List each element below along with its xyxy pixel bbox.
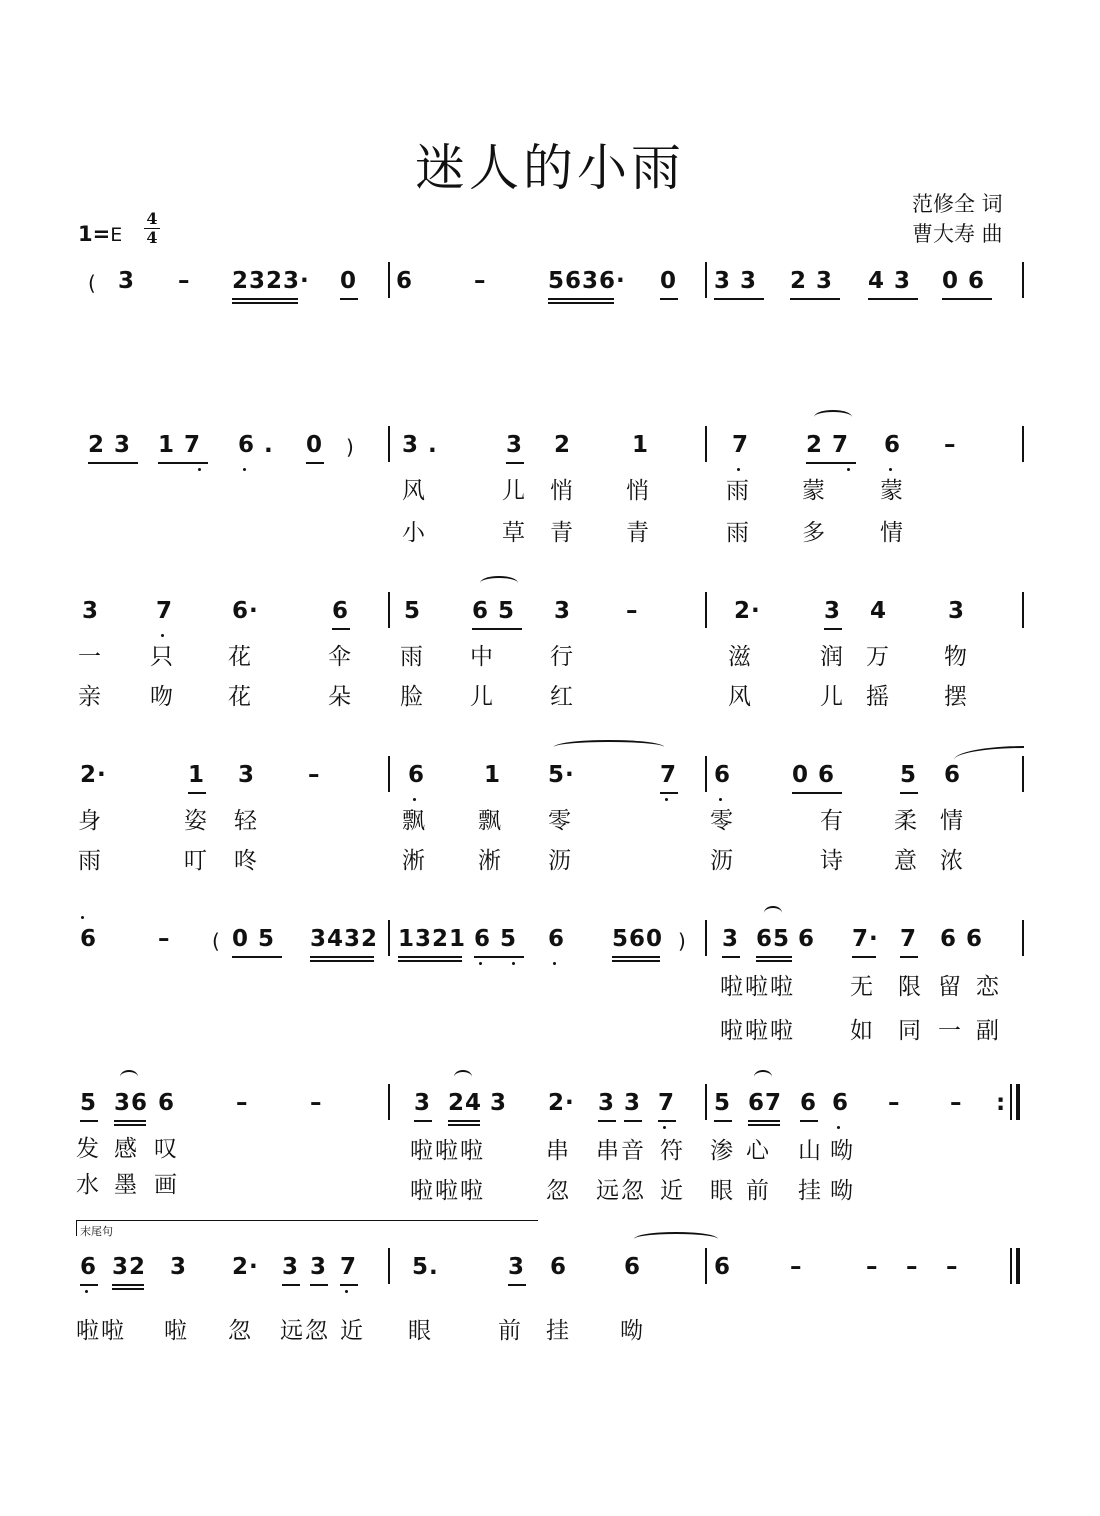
lyric: 浓 [940,848,965,874]
bar-line [705,262,707,298]
note: 2 3 [790,268,834,294]
lyric: 姿 [184,808,209,834]
lyric: 悄 [626,478,651,504]
lyric: 儿 [820,684,845,710]
note: 3 [310,1254,328,1280]
lyric: 飘 [478,808,503,834]
lyric: 儿 [470,684,495,710]
lyric: 叮 [184,848,209,874]
note: 7· [852,926,879,952]
lyric: 符 [660,1138,685,1164]
lyric: 朵 [328,684,353,710]
note: 5· [548,762,575,788]
lyric: 如 [850,1018,875,1044]
slur [120,1070,138,1084]
note: 2· [548,1090,575,1116]
note: 6 [332,598,350,624]
lyric: 草 [502,520,527,546]
note: 0 6 [942,268,986,294]
note: 560 [612,926,664,952]
lyric: 感 [114,1136,139,1162]
lyric: 近 [340,1318,365,1344]
note: – [626,598,639,624]
note: 6· [232,598,259,624]
lyric: 远忽 [596,1178,646,1204]
lyric: 儿 [502,478,527,504]
note: 2 [554,432,572,458]
note: 0 [340,268,358,294]
note: 3 . [402,432,438,458]
lyric: 近 [660,1178,685,1204]
note: 6 [832,1090,850,1116]
ending-bracket [76,1220,538,1221]
note: 7 [658,1090,676,1116]
bar-line [705,592,707,628]
lyric: 滋 [728,644,753,670]
note: 32 [112,1254,147,1280]
note: 3 [824,598,842,624]
lyric: 摆 [944,684,969,710]
note: 6 [396,268,414,294]
note: 7 [732,432,750,458]
bar-line-thick [1016,1084,1020,1120]
note: 6 [884,432,902,458]
note: 1 7 [158,432,202,458]
note: – [308,762,321,788]
time-signature [144,210,160,247]
note: 2· [80,762,107,788]
note: 6 [408,762,426,788]
lyric: 万 [866,644,891,670]
lyric: 花 [228,644,253,670]
lyric: 呦 [830,1178,855,1204]
lyric: 咚 [234,848,259,874]
lyric: 画 [154,1172,179,1198]
note: 3 [554,598,572,624]
bar-line [1022,426,1024,462]
repeat-dots: : [996,1090,1007,1116]
lyric: 啦啦啦 [720,974,795,1000]
note: – [946,1254,959,1280]
bar-line [388,1084,390,1120]
note: 7 [156,598,174,624]
lyric: 行 [550,644,575,670]
note: 7 [900,926,918,952]
note: 6 [714,762,732,788]
note: 2· [232,1254,259,1280]
note: 1 [632,432,650,458]
note: 3 [598,1090,616,1116]
slur [754,1070,772,1084]
lyric: 墨 [114,1172,139,1198]
slur [554,740,664,754]
lyric: 只 [150,644,175,670]
note: 3 [490,1090,508,1116]
lyric: 啦啦啦 [410,1138,485,1164]
lyric: 眼 [710,1178,735,1204]
lyric: 柔 [894,808,919,834]
key-note: E [110,224,123,246]
note: 6 [80,1254,98,1280]
note: – [866,1254,879,1280]
lyric: 悄 [550,478,575,504]
lyric: 眼 [408,1318,433,1344]
lyric: 副 [976,1018,1001,1044]
note: 3 [118,268,136,294]
note: ( [212,929,221,953]
slur [634,1232,718,1246]
note: 2· [734,598,761,624]
lyric: 零 [710,808,735,834]
note: 4 3 [868,268,912,294]
lyric: 前 [746,1178,771,1204]
note: 3 [282,1254,300,1280]
lyric: 一 [938,1018,963,1044]
bar-line [705,756,707,792]
lyric: 同 [898,1018,923,1044]
note: 1 [188,762,206,788]
bar-line [388,1248,390,1284]
lyric: 雨 [726,520,751,546]
note: – [178,268,191,294]
note: 3 [170,1254,188,1280]
bar-line [1010,1248,1012,1284]
note: 6 [624,1254,642,1280]
note: 0 [306,432,324,458]
note: 5 [80,1090,98,1116]
note: – [236,1090,249,1116]
lyric: 渗 [710,1138,735,1164]
lyric: 零 [548,808,573,834]
note: 3 [948,598,966,624]
lyric: 一 [78,644,103,670]
lyric: 润 [820,644,845,670]
note: 0 5 [232,926,276,952]
lyric: 啦 [164,1318,189,1344]
note: 3 [238,762,256,788]
note: – [888,1090,901,1116]
lyric: 淅 [478,848,503,874]
note: 3 [414,1090,432,1116]
lyric: 红 [550,684,575,710]
note: ) [346,435,355,459]
note: 0 [660,268,678,294]
bar-line [705,920,707,956]
final-bar-line [1016,1248,1020,1284]
lyric: 蒙 [802,478,827,504]
lyric: 串音 [596,1138,646,1164]
note: 6 5 [472,598,516,624]
slur [764,906,782,920]
lyric: 沥 [710,848,735,874]
note: – [310,1090,323,1116]
song-title: 迷人的小雨 [415,139,685,197]
bar-line [388,756,390,792]
lyric: 风 [728,684,753,710]
note: 6 [798,926,816,952]
key-signature [78,222,122,246]
bar-line [388,426,390,462]
lyric: 青 [550,520,575,546]
lyric: 无 [850,974,875,1000]
lyric: 雨 [78,848,103,874]
lyric: 青 [626,520,651,546]
note: 4 [870,598,888,624]
lyric: 亲 [78,684,103,710]
note: 7 [660,762,678,788]
note: ) [678,929,687,953]
note: 3 [508,1254,526,1280]
lyric: 啦啦 [76,1318,126,1344]
note: 2 3 [88,432,132,458]
note: – [944,432,957,458]
note: 5 [714,1090,732,1116]
lyric: 远忽 [280,1318,330,1344]
note: – [158,926,171,952]
note: 67 [748,1090,783,1116]
ending-label: 末尾句 [80,1225,113,1238]
note: – [474,268,487,294]
bar-line [1022,262,1024,298]
bar-line [388,920,390,956]
bar-line [1022,592,1024,628]
note: 2323· [232,268,310,294]
note: 6 [944,762,962,788]
lyric: 留 [938,974,963,1000]
composer-credit: 曹大寿 曲 [912,222,1003,246]
lyric: 有 [820,808,845,834]
lyric: 啦啦啦 [720,1018,795,1044]
lyric: 身 [78,808,103,834]
bar-line [388,262,390,298]
lyric: 物 [944,644,969,670]
lyric: 挂 [798,1178,823,1204]
note: 5. [412,1254,439,1280]
note: 36 [114,1090,149,1116]
slur [480,576,518,590]
lyric: 小 [402,520,427,546]
lyric: 前 [498,1318,523,1344]
lyric: 多 [802,520,827,546]
lyric: 蒙 [880,478,905,504]
lyric: 呦 [830,1138,855,1164]
note: – [950,1090,963,1116]
lyric: 山 [798,1138,823,1164]
lyric: 意 [894,848,919,874]
lyric: 雨 [400,644,425,670]
note: 1321 [398,926,467,952]
lyric: 沥 [548,848,573,874]
bar-line [1010,1084,1012,1120]
note: 6 . [238,432,274,458]
lyric: 情 [940,808,965,834]
note: 3 [82,598,100,624]
time-signature-top: 4 [146,209,158,228]
note: 5 [404,598,422,624]
lyric: 吻 [150,684,175,710]
note: 3432 [310,926,379,952]
note: 3 [624,1090,642,1116]
time-signature-bottom: 4 [144,228,160,247]
note: 6 5 [474,926,518,952]
note: 6 [548,926,566,952]
note: 6 6 [940,926,984,952]
lyric: 叹 [154,1136,179,1162]
slur [454,1070,472,1084]
lyric: 限 [898,974,923,1000]
note: 6 [80,926,98,952]
lyric: 忽 [546,1178,571,1204]
lyric: 淅 [402,848,427,874]
lyric: 忽 [228,1318,253,1344]
note: 1 [484,762,502,788]
lyric: 花 [228,684,253,710]
bar-line [705,1084,707,1120]
lyric: 串 [546,1138,571,1164]
note: 2 7 [806,432,850,458]
note: 6 [800,1090,818,1116]
lyric: 挂 [546,1318,571,1344]
lyric: 飘 [402,808,427,834]
note: 6 [550,1254,568,1280]
bar-line [388,592,390,628]
ending-bracket-edge [76,1220,77,1236]
lyric: 呦 [620,1318,645,1344]
key-prefix: 1= [78,222,111,246]
lyric: 中 [470,644,495,670]
note: 0 6 [792,762,836,788]
lyric: 伞 [328,644,353,670]
lyric: 雨 [726,478,751,504]
bar-line [1022,920,1024,956]
lyricist-credit: 范修全 词 [912,192,1003,216]
note: 3 [722,926,740,952]
note: 3 [506,432,524,458]
note: 65 [756,926,791,952]
slur [954,746,1024,760]
note: 5 [900,762,918,788]
note: – [906,1254,919,1280]
slur [814,410,852,424]
lyric: 风 [402,478,427,504]
note: 6 [158,1090,176,1116]
note: 7 [340,1254,358,1280]
note: 5636· [548,268,626,294]
lyric: 摇 [866,684,891,710]
lyric: 恋 [976,974,1001,1000]
lyric: 发 [76,1136,101,1162]
note: 6 [714,1254,732,1280]
bar-line [1022,756,1024,792]
lyric: 脸 [400,684,425,710]
note: 3 3 [714,268,758,294]
lyric: 情 [880,520,905,546]
bar-line [705,426,707,462]
note: – [790,1254,803,1280]
lyric: 心 [746,1138,771,1164]
bar-line [705,1248,707,1284]
lyric: 诗 [820,848,845,874]
lyric: 水 [76,1172,101,1198]
note: 24 [448,1090,483,1116]
lyric: 轻 [234,808,259,834]
note: ( [88,271,97,295]
lyric: 啦啦啦 [410,1178,485,1204]
